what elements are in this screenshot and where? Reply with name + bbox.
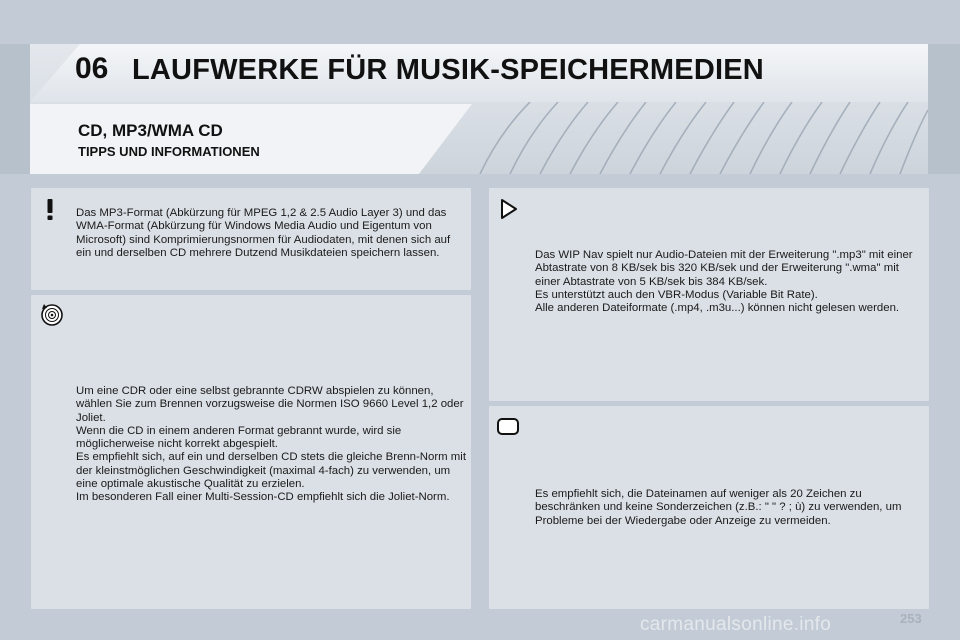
watermark: carmanualsonline.info [640, 614, 832, 635]
disc-icon [39, 301, 65, 327]
disc-text: Um eine CDR oder eine selbst gebrannte CDRW abspielen zu können, wählen Sie zum Brennen vorzugsweise die Normen ISO 9660 Level 1,2 oder Joliet. Wenn die CD in einem anderen Format gebrannt wurde, wird sie möglicherweise nicht korrekt abgespielt. Es empfiehlt sich, auf ein und derselben CD stets die gleiche Brenn-Norm mit der kleinstmöglichen Geschwindigkeit (maximal 4-fach) zu verwenden, um eine optimale akustische Qualität zu erzielen. Im besonderen Fall einer Multi-Session-CD empfiehlt sich die Joliet-Norm. [76, 385, 466, 504]
warning-panel [31, 188, 471, 290]
decorative-stripes [470, 102, 928, 174]
note-text: Es empfiehlt sich, die Dateinamen auf weniger als 20 Zeichen zu beschränken und keine Sonderzeichen (z.B.: " " ? ; ù) zu verwenden, um Probleme bei der Wiedergabe oder Anzeige zu vermeiden. [535, 488, 902, 527]
page-number: 253 [900, 611, 922, 626]
chapter-number: 06 [75, 52, 109, 85]
note-icon [495, 414, 521, 440]
exclamation-icon [37, 196, 63, 222]
disc-panel [31, 295, 471, 609]
warning-text: Das MP3-Format (Abkürzung für MPEG 1,2 & 2.5 Audio Layer 3) und das WMA-Format (Abkürzung für Windows Media Audio und Eigentum von Microsoft) sind Komprimierungsnormen für Audiodaten, mit denen sich auf ein und derselben CD mehrere Dutzend Musikdateien speichern lassen. [76, 207, 451, 259]
page-title: LAUFWERKE FÜR MUSIK-SPEICHERMEDIEN [132, 54, 764, 86]
section-subtitle: TIPPS UND INFORMATIONEN [78, 144, 260, 159]
play-icon [495, 196, 521, 222]
playback-text: Das WIP Nav spielt nur Audio-Dateien mit der Erweiterung ".mp3" mit einer Abtastrate von 8 KB/sek bis 320 KB/sek und der Erweiterung ".wma" mit einer Abtastrate von 5 KB/sek bis 384 KB/sek. Es unterstützt auch den VBR-Modus (Variable Bit Rate). Alle anderen Dateiformate (.mp4, .m3u...) können nicht gelesen werden. [535, 249, 913, 315]
note-panel [489, 406, 929, 609]
playback-panel [489, 188, 929, 401]
section-title: CD, MP3/WMA CD [78, 121, 223, 140]
